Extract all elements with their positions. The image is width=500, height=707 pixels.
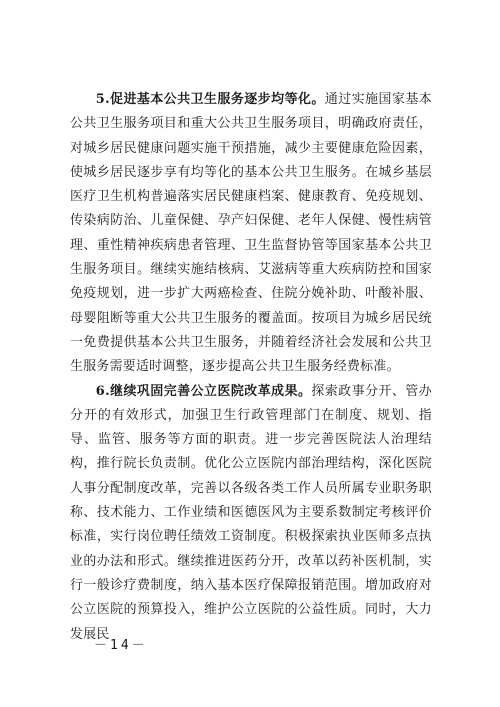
paragraph-6-heading: 6.继续巩固完善公立医院改革成果。: [95, 383, 312, 399]
page-number: －14－: [94, 638, 148, 653]
paragraph-5-heading: 5.促进基本公共卫生服务逐步均等化。: [95, 92, 325, 107]
paragraph-6-text: 探索政事分开、管办分开的有效形式，加强卫生行政管理部门在制度、规划、指导、监管、服务等方面的职责。进一步完善医院法人治理结构，推行院长负责制。优化公立医院内部治理结构，深化医院人事分配制度改革，完善以各级各类工作人员所属专业职务职称、技术能力、工作业绩和医德医风为主要系数制定考核评价标准，实行岗位聘任绩效工资制度。积极探索执业医师多点执业的办法和形式。继续推进医药分开，改革以药补医机制，实行一般诊疗费制度，纳入基本医疗保障报销范围。增加政府对公立医院的预算投入，维护公立医院的公益性质。同时，大力发展民: [70, 383, 432, 642]
paragraph-5: [70, 88, 432, 380]
paragraph-6: [70, 380, 432, 647]
document-body: [70, 88, 432, 647]
paragraph-5-text: 通过实施国家基本公共卫生服务项目和重大公共卫生服务项目，明确政府责任，对城乡居民健康问题实施干预措施，减少主要健康危险因素，使城乡居民逐步享有均等化的基本公共卫生服务。在城乡基层医疗卫生机构普遍落实居民健康档案、健康教育、免疫规划、传染病防治、儿童保健、孕产妇保健、老年人保健、慢性病管理、重性精神疾病患者管理、卫生监督协管等国家基本公共卫生服务项目。继续实施结核病、艾滋病等重大疾病防控和国家免疫规划，进一步扩大两癌检查、住院分娩补助、叶酸补服、母婴阻断等重大公共卫生服务的覆盖面。按项目为城乡居民统一免费提供基本公共卫生服务，并随着经济社会发展和公共卫生服务需要适时调整，逐步提高公共卫生服务经费标准。: [70, 92, 432, 375]
